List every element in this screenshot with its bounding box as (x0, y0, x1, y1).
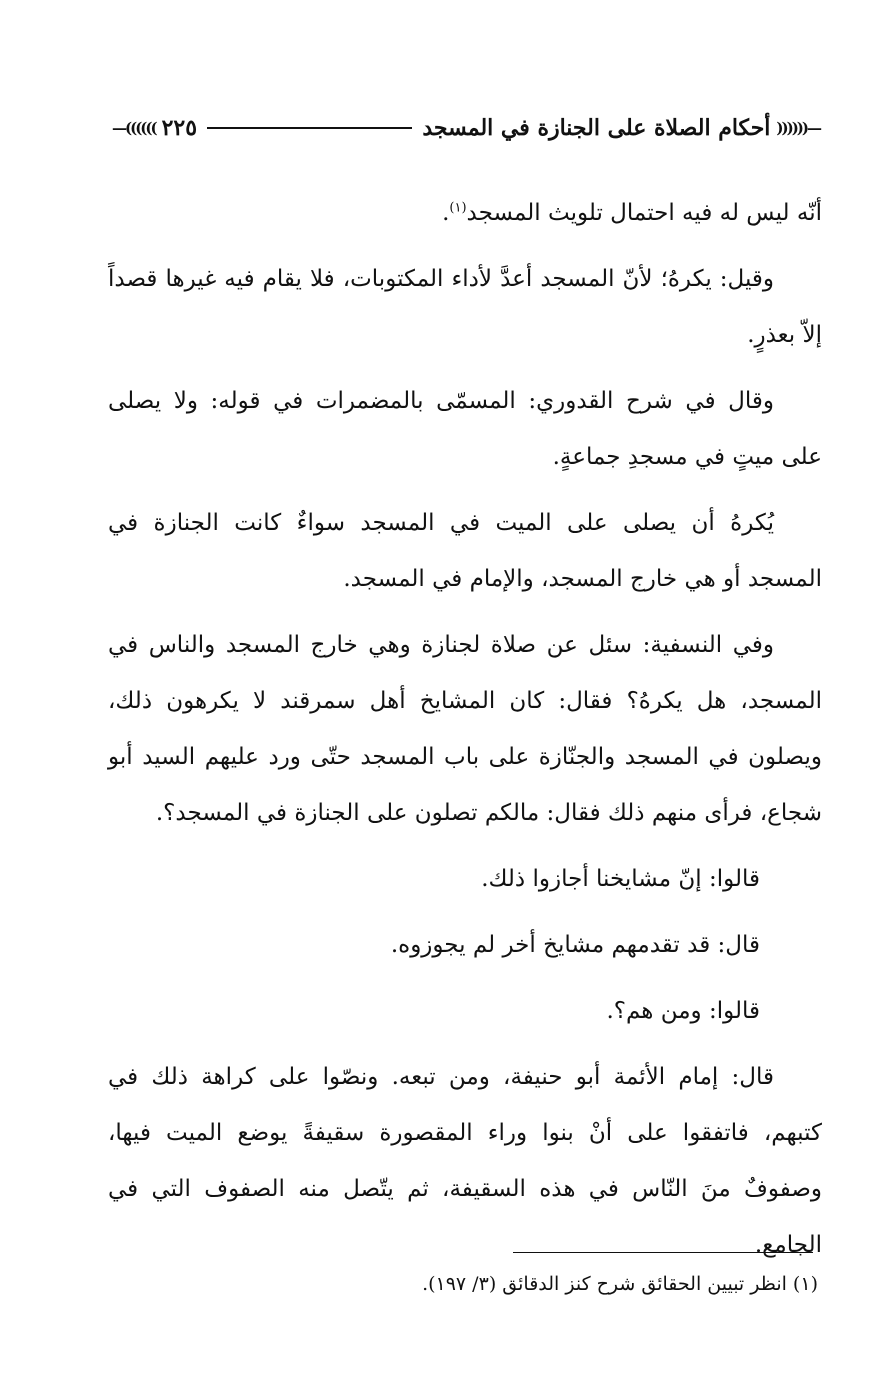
dialogue-line-3: قالوا: ومن هم؟. (606, 998, 760, 1024)
header-rule (207, 127, 412, 129)
body-text (108, 185, 822, 1283)
page-number: ٢٢٥ (161, 115, 198, 141)
header-ornament-right: —(((((( (776, 119, 820, 137)
footnote-separator (513, 1252, 813, 1253)
footnote-ref-1[interactable]: (١) (449, 200, 467, 216)
paragraph-5: وفي النسفية: سئل عن صلاة لجنازة وهي خارج المسجد والناس في المسجد، هل يكرهُ؟ فقال: كان المشايخ أهل سمرقند لا يكرهون ذلك، ويصلون في المسجد والجنّازة على باب المسجد حتّى ورد عليهم السيد أبو شجاع، فرأى منهم ذلك فقال: مالكم تصلون على الجنازة في المسجد؟. (108, 632, 822, 826)
running-header (112, 108, 820, 148)
paragraph-1-text: أنّه ليس له فيه احتمال تلويث المسجد (466, 200, 822, 226)
paragraph-1 (108, 185, 822, 241)
paragraph-3: وقال في شرح القدوري: المسمّى بالمضمرات في قوله: ولا يصلى على ميتٍ في مسجدِ جماعةٍ. (108, 388, 822, 470)
paragraph-2: وقيل: يكرهُ؛ لأنّ المسجد أعدَّ لأداء المكتوبات، فلا يقام فيه غيرها قصداً إلاّ بعذرٍ. (108, 266, 822, 348)
dialogue-line-1: قالوا: إنّ مشايخنا أجازوا ذلك. (481, 866, 760, 892)
header-ornament-left: ))))))— (112, 119, 156, 137)
chapter-title: أحكام الصلاة على الجنازة في المسجد (422, 115, 771, 141)
dialogue-line-2: قال: قد تقدمهم مشايخ أخر لم يجوزوه. (390, 932, 760, 958)
paragraph-9: قال: إمام الأئمة أبو حنيفة، ومن تبعه. ونصّوا على كراهة ذلك في كتبهم، فاتفقوا على أنْ بنوا وراء المقصورة سقيفةً يوضع الميت فيها، وصفوفٌ منَ النّاس في هذه السقيفة، ثم يتّصل منه الصفوف التي في الجامع. (108, 1064, 822, 1258)
paragraph-4: يُكرهُ أن يصلى على الميت في المسجد سواءٌ كانت الجنازة في المسجد أو هي خارج المسجد، والإمام في المسجد. (108, 510, 822, 592)
footnote-1: (١) انظر تبيين الحقائق شرح كنز الدقائق (٣/ ١٩٧). (422, 1273, 818, 1295)
paragraph-1-end: . (442, 200, 450, 226)
